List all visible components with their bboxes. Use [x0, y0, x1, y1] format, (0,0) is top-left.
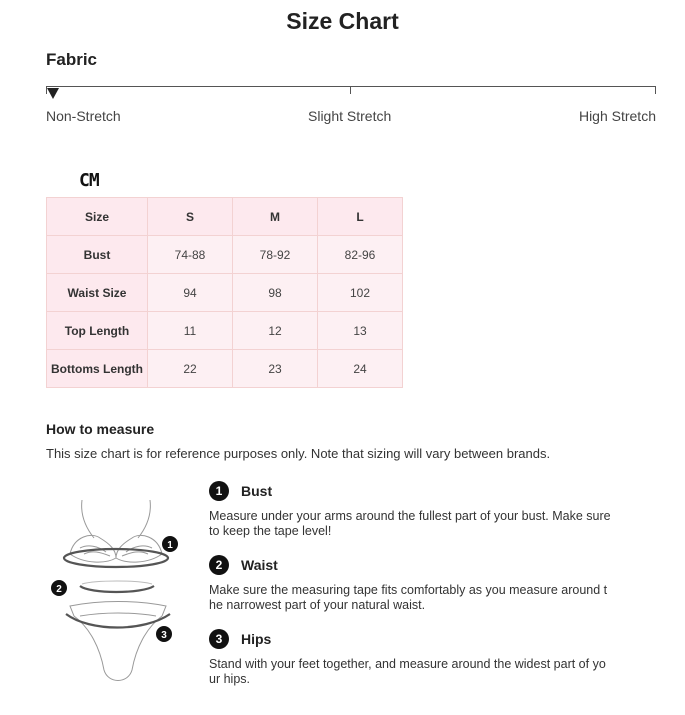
svg-text:3: 3 — [161, 630, 167, 641]
row-label: Waist Size — [47, 274, 148, 312]
step-number-badge: 1 — [209, 481, 229, 501]
table-cell: 98 — [233, 274, 318, 312]
table-cell: 78-92 — [233, 236, 318, 274]
table-header-cell: S — [148, 198, 233, 236]
bikini-measurement-illustration — [40, 488, 200, 698]
table-cell: 13 — [318, 312, 403, 350]
measure-step-bust — [209, 481, 614, 539]
step-description: Stand with your feet together, and measure around the widest part of your hips. — [209, 657, 606, 686]
table-header-cell: Size — [47, 198, 148, 236]
row-label: Bottoms Length — [47, 350, 148, 388]
table-header-row — [47, 198, 403, 236]
table-cell: 102 — [318, 274, 403, 312]
step-title: Bust — [241, 483, 273, 499]
how-to-measure-heading: How to measure — [46, 421, 155, 437]
table-cell: 24 — [318, 350, 403, 388]
scale-label-high-stretch: High Stretch — [578, 108, 656, 124]
table-cell: 74-88 — [148, 236, 233, 274]
table-cell: 23 — [233, 350, 318, 388]
step-number-badge: 3 — [209, 629, 229, 649]
table-header-cell: M — [233, 198, 318, 236]
step-title: Hips — [241, 631, 272, 647]
table-row — [47, 312, 403, 350]
stretch-marker-icon — [47, 88, 59, 99]
unit-label: CM — [79, 170, 99, 191]
table-row — [47, 236, 403, 274]
table-row — [47, 350, 403, 388]
step-description: Make sure the measuring tape fits comfortably as you measure around the narrowest part of your natural waist. — [209, 583, 608, 612]
step-title: Waist — [241, 557, 278, 573]
step-description: Measure under your arms around the fullest part of your bust. Make sure to keep the tape level! — [209, 509, 611, 538]
scale-line — [46, 86, 656, 87]
measure-step-hips — [209, 629, 614, 687]
step-number-badge: 2 — [209, 555, 229, 575]
page-title: Size Chart — [286, 8, 399, 34]
scale-label-slight-stretch: Slight Stretch — [308, 108, 392, 124]
table-cell: 12 — [233, 312, 318, 350]
measure-step-waist — [209, 555, 614, 613]
table-cell: 22 — [148, 350, 233, 388]
scale-tick-end — [655, 86, 656, 94]
bikini-illustration-icon — [40, 488, 200, 698]
svg-text:2: 2 — [56, 584, 62, 595]
table-cell: 82-96 — [318, 236, 403, 274]
table-cell: 94 — [148, 274, 233, 312]
row-label: Bust — [47, 236, 148, 274]
svg-text:1: 1 — [167, 540, 173, 551]
reference-note: This size chart is for reference purposes only. Note that sizing will vary between brands. — [46, 446, 551, 461]
table-row — [47, 274, 403, 312]
row-label: Top Length — [47, 312, 148, 350]
size-table — [46, 197, 403, 388]
stretch-scale — [46, 80, 656, 130]
table-header-cell: L — [318, 198, 403, 236]
fabric-label: Fabric — [46, 50, 98, 69]
scale-label-non-stretch: Non-Stretch — [46, 108, 121, 124]
table-cell: 11 — [148, 312, 233, 350]
scale-tick-mid — [350, 86, 351, 94]
